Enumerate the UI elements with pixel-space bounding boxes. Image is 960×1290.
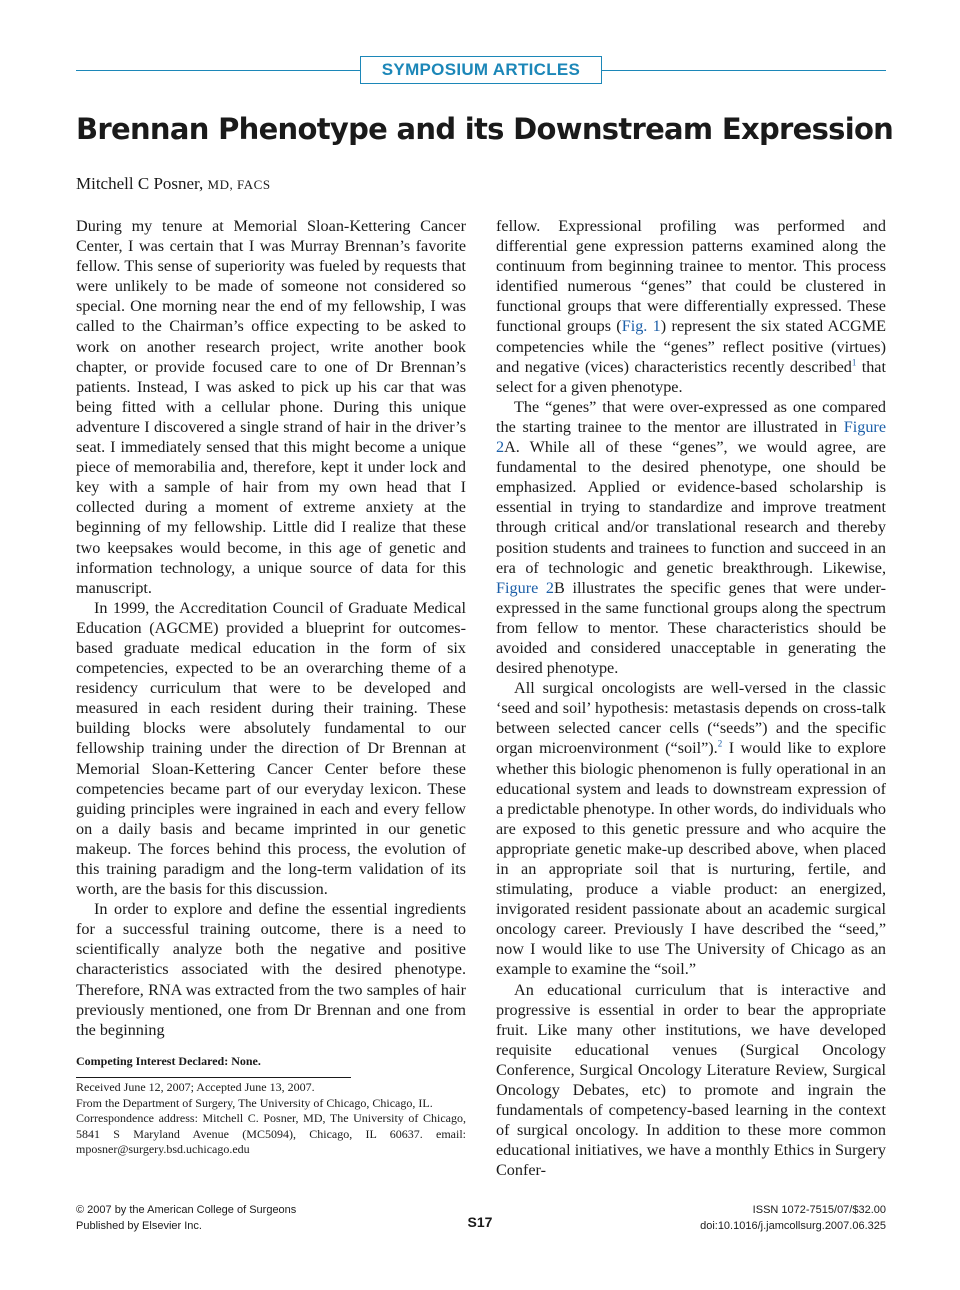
page-number: S17: [467, 1214, 493, 1230]
footnote-rule: [76, 1077, 351, 1078]
footer-left: [76, 1203, 296, 1234]
author-credentials: MD, FACS: [207, 177, 271, 192]
text-run: The “genes” that were over-expressed as one compared the starting trainee to the mentor are illustrated in: [496, 397, 886, 436]
author-name: Mitchell C Posner,: [76, 174, 208, 193]
paragraph: During my tenure at Memorial Sloan-Kettering Cancer Center, I was certain that I was Murray Brennan’s favorite fellow. This sense of superiority was fueled by requests that were unlikely to be made of someone not considered so special. One morning near the end of my fellowship, I was called to the Chairman’s office expecting to be asked to work on another research project, write another book chapter, or provide focused care to one of Dr Brennan’s patients. Instead, I was asked to pick up his car that was being fitted with a cellular phone. During this unique adventure I discovered a single strand of hair in the driver’s seat. I immediately sensed that this might become a unique piece of memorabilia and, therefore, kept it under lock and key with a sample of hair from my own head that I collected during a moment of extreme anxiety at the beginning of my fellowship. Little did I realize that these two keepsakes would become, in this age of genetic and information technology, a unique source of data for this manuscript.: [76, 217, 466, 597]
footer-right: [700, 1203, 886, 1234]
affiliation-note: From the Department of Surgery, The University of Chicago, Chicago, IL.: [76, 1095, 433, 1110]
figure-1-link[interactable]: Fig. 1: [621, 317, 661, 336]
figure-2-link[interactable]: Figure 2: [496, 578, 555, 597]
reference-1-link[interactable]: 1: [851, 357, 857, 368]
author-line: [76, 174, 271, 194]
figure-2-link[interactable]: Figure 2: [496, 417, 886, 457]
text-run: A. While all of these “genes”, we would agree, are fundamental to the desired phenotype, one should be emphasized. Applied or evidence-based scholarship is essential in trying to standardize and improve treatment through critical and/or translational research and thereby position students and trainees to function and succeed in an era of technologic and genetic breakthrough. Likewise,: [496, 438, 886, 577]
footnotes: [76, 1080, 466, 1158]
header-rule-right: [602, 70, 886, 71]
body-column-right: [496, 216, 886, 1181]
text-run: B illustrates the specific genes that were under-expressed in the same functional groups along the spectrum from fellow to mentor. These characteristics should be avoided and considered unacceptable in generating the desired phenotype.: [496, 578, 887, 678]
section-header: [76, 56, 886, 84]
received-note: Received June 12, 2007; Accepted June 13, 2007.: [76, 1080, 315, 1094]
text-run: fellow. Expressional profiling was performed and differential gene expression patterns examined along the continuum from beginning trainee to mentor. This process identified numerous “genes” that could be clustered in functional groups that were differentially expressed. These functional groups (: [496, 217, 886, 336]
text-run: I would like to explore whether this biologic phenomenon is fully operational in an educational system and leads to downstream expression of a predictable phenotype. In other words, do individuals who are exposed to this genetic pressure and who acquire the appropriate genetic make-up described above, when placed in an appropriate soil that is nurturing, fertile, and stimulating, produce a viable product: an energized, invigorated resident passionate about an academic surgical oncology career. Previously I have described the “seed,” now I would like to use The University of Chicago as an example to examine the “soil.”: [496, 739, 886, 979]
competing-interest: Competing Interest Declared: None.: [76, 1054, 261, 1068]
correspondence-note: Correspondence address: Mitchell C. Posner, MD, The University of Chicago, 5841 S Maryland Avenue (MC5094), Chicago, IL 60637. email: mposner@surgery.bsd.uchicago.edu: [76, 1111, 466, 1156]
issn: ISSN 1072-7515/07/$32.00: [752, 1204, 886, 1216]
text-run: ) represent the six stated ACGME competencies while the “genes” reflect positive (virtues) and negative (vices) characteristics recently described: [496, 317, 886, 376]
text-run: All surgical oncologists are well-versed in the classic ‘seed and soil’ hypothesis: metastasis depends on cross-talk between selected cancer cells (“seeds”) and the specific organ microenvironment (“soil”).: [496, 679, 886, 758]
article-title: Brennan Phenotype and its Downstream Expression: [76, 112, 894, 146]
paragraph: In order to explore and define the essential ingredients for a successful training outcome, there is a need to scientifically analyze both the negative and positive characteristics associated with the desired phenotype. Therefore, RNA was extracted from the two samples of hair previously mentioned, one from Dr Brennan and one from the beginning: [76, 900, 466, 1039]
paragraph: [496, 397, 886, 678]
paragraph: An educational curriculum that is interactive and progressive is essential in order to bear the appropriate fruit. Like many other institutions, we have developed requisite educational venues (Surgical Oncology Conference, Surgical Oncology Literature Review, Surgical Oncology Debates, etc) to promote and ingrain the fundamentals of competency-based learning in the context of surgical oncology. In addition to these more common educational initiatives, we have a monthly Ethics in Surgery Confer-: [496, 980, 886, 1180]
text-run: that select for a given phenotype.: [496, 357, 886, 396]
reference-2-link[interactable]: 2: [717, 739, 723, 750]
body-column-left: [76, 216, 466, 1040]
publisher: Published by Elsevier Inc.: [76, 1219, 202, 1232]
paragraph: In 1999, the Accreditation Council of Graduate Medical Education (AGCME) provided a blueprint for outcomes-based graduate medical education in the form of six competencies, expected to be an overarching theme of a residency curriculum that were to be developed and measured in each resident during their training. These building blocks were absolutely fundamental to our fellowship training under the direction of Dr Brennan at Memorial Sloan-Kettering Cancer Center before these competencies became part of our everyday lexicon. These guiding principles were ingrained in each and every fellow on a daily basis and became imprinted in our genetic makeup. The forces behind this process, the evolution of this training paradigm and the long-term validation of its worth, are the basis for this discussion.: [76, 598, 466, 899]
paragraph: [496, 216, 886, 397]
section-label: SYMPOSIUM ARTICLES: [360, 56, 602, 84]
copyright: © 2007 by the American College of Surgeons: [76, 1204, 297, 1216]
paragraph: [496, 678, 886, 979]
doi: doi:10.1016/j.jamcollsurg.2007.06.325: [700, 1219, 886, 1232]
header-rule-left: [76, 70, 360, 71]
